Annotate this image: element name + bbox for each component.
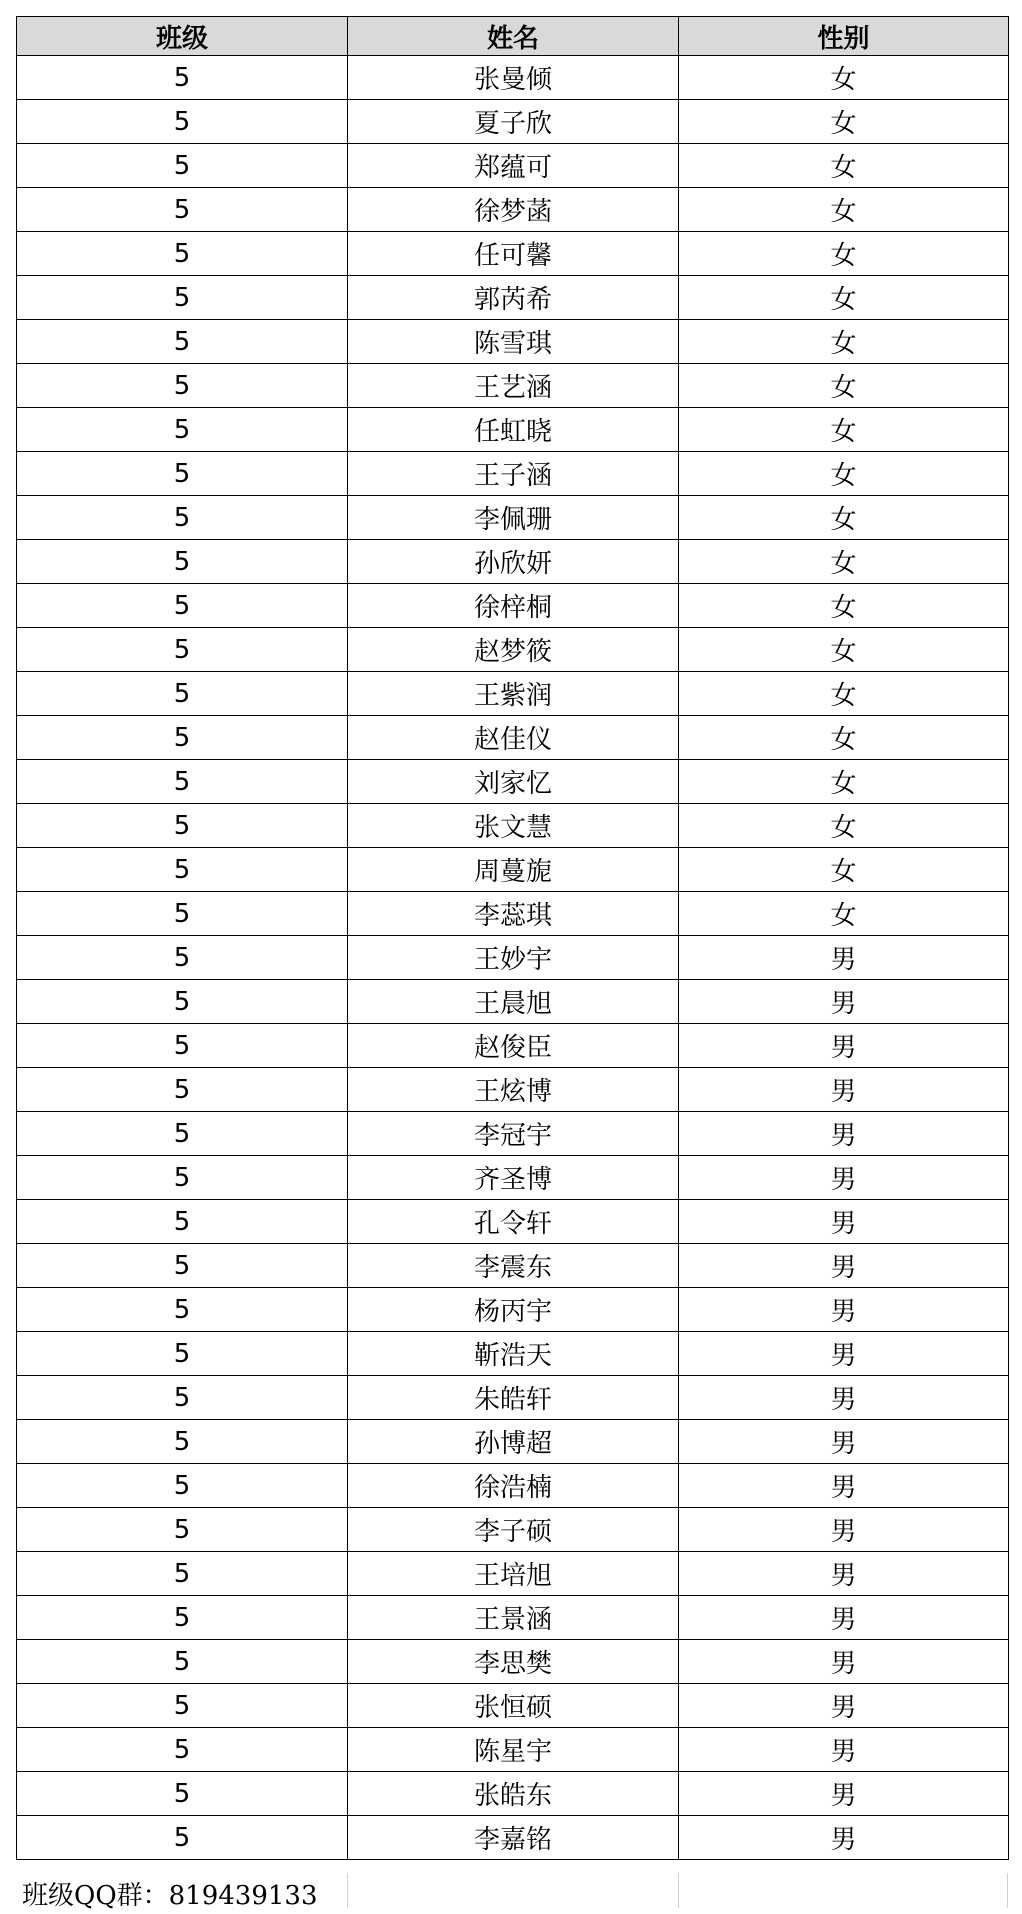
cell-gender: 女 [679, 628, 1009, 672]
table-row [17, 1068, 1009, 1112]
cell-class: 5 [17, 1156, 348, 1200]
table-row [17, 628, 1009, 672]
header-class: 班级 [17, 17, 348, 56]
header-row [17, 17, 1009, 56]
cell-class: 5 [17, 672, 348, 716]
cell-gender: 女 [679, 408, 1009, 452]
cell-gender: 男 [679, 1244, 1009, 1288]
cell-name: 赵佳仪 [348, 716, 679, 760]
table-row [17, 1464, 1009, 1508]
cell-name: 郭芮希 [348, 276, 679, 320]
cell-name: 孙博超 [348, 1420, 679, 1464]
cell-gender: 男 [679, 1596, 1009, 1640]
table-row [17, 188, 1009, 232]
cell-class: 5 [17, 628, 348, 672]
table-row [17, 232, 1009, 276]
roster-body [17, 56, 1009, 1860]
cell-class: 5 [17, 1596, 348, 1640]
cell-class: 5 [17, 276, 348, 320]
cell-class: 5 [17, 584, 348, 628]
cell-class: 5 [17, 1376, 348, 1420]
table-row [17, 892, 1009, 936]
cell-class: 5 [17, 1244, 348, 1288]
cell-gender: 女 [679, 276, 1009, 320]
cell-name: 赵梦筱 [348, 628, 679, 672]
table-row [17, 496, 1009, 540]
cell-name: 刘家忆 [348, 760, 679, 804]
table-row [17, 320, 1009, 364]
cell-class: 5 [17, 232, 348, 276]
cell-class: 5 [17, 1640, 348, 1684]
cell-name: 李冠宇 [348, 1112, 679, 1156]
table-row [17, 1244, 1009, 1288]
cell-gender: 女 [679, 364, 1009, 408]
cell-gender: 女 [679, 540, 1009, 584]
header-name: 姓名 [348, 17, 679, 56]
table-row [17, 1156, 1009, 1200]
cell-class: 5 [17, 1200, 348, 1244]
table-row [17, 452, 1009, 496]
cell-class: 5 [17, 452, 348, 496]
table-row [17, 1332, 1009, 1376]
cell-gender: 男 [679, 1684, 1009, 1728]
header-gender: 性别 [679, 17, 1009, 56]
cell-gender: 男 [679, 1156, 1009, 1200]
table-row [17, 1376, 1009, 1420]
cell-gender: 男 [679, 1420, 1009, 1464]
table-row [17, 1728, 1009, 1772]
table-row [17, 1112, 1009, 1156]
cell-class: 5 [17, 364, 348, 408]
cell-class: 5 [17, 1464, 348, 1508]
cell-gender: 女 [679, 56, 1009, 100]
cell-name: 徐梓桐 [348, 584, 679, 628]
cell-name: 孔令轩 [348, 1200, 679, 1244]
cell-class: 5 [17, 716, 348, 760]
table-row [17, 100, 1009, 144]
cell-name: 齐圣博 [348, 1156, 679, 1200]
cell-class: 5 [17, 188, 348, 232]
table-row [17, 1816, 1009, 1860]
cell-name: 王紫润 [348, 672, 679, 716]
table-row [17, 144, 1009, 188]
cell-class: 5 [17, 408, 348, 452]
cell-class: 5 [17, 1420, 348, 1464]
cell-class: 5 [17, 1508, 348, 1552]
cell-name: 任可馨 [348, 232, 679, 276]
cell-gender: 男 [679, 1332, 1009, 1376]
qq-group-note: 班级QQ群：819439133 [22, 1881, 318, 1911]
cell-gender: 男 [679, 1376, 1009, 1420]
cell-name: 李思樊 [348, 1640, 679, 1684]
cell-name: 李佩珊 [348, 496, 679, 540]
cell-name: 张皓东 [348, 1772, 679, 1816]
cell-gender: 女 [679, 892, 1009, 936]
cell-name: 靳浩天 [348, 1332, 679, 1376]
cell-class: 5 [17, 540, 348, 584]
table-row [17, 980, 1009, 1024]
cell-gender: 女 [679, 760, 1009, 804]
cell-class: 5 [17, 1112, 348, 1156]
table-row [17, 1024, 1009, 1068]
cell-gender: 男 [679, 936, 1009, 980]
cell-gender: 男 [679, 1068, 1009, 1112]
cell-class: 5 [17, 980, 348, 1024]
cell-name: 王晨旭 [348, 980, 679, 1024]
table-row [17, 1596, 1009, 1640]
cell-class: 5 [17, 848, 348, 892]
cell-gender: 女 [679, 848, 1009, 892]
cell-class: 5 [17, 1332, 348, 1376]
table-row [17, 56, 1009, 100]
cell-name: 陈雪琪 [348, 320, 679, 364]
cell-gender: 男 [679, 980, 1009, 1024]
cell-gender: 男 [679, 1288, 1009, 1332]
cell-name: 王景涵 [348, 1596, 679, 1640]
roster-table [16, 16, 1009, 1860]
table-row [17, 848, 1009, 892]
cell-name: 王炫博 [348, 1068, 679, 1112]
table-row [17, 1552, 1009, 1596]
table-row [17, 276, 1009, 320]
table-row [17, 760, 1009, 804]
cell-name: 王艺涵 [348, 364, 679, 408]
cell-name: 李子硕 [348, 1508, 679, 1552]
cell-gender: 女 [679, 320, 1009, 364]
table-row [17, 1420, 1009, 1464]
cell-gender: 女 [679, 144, 1009, 188]
cell-name: 陈星宇 [348, 1728, 679, 1772]
cell-name: 孙欣妍 [348, 540, 679, 584]
cell-name: 任虹晓 [348, 408, 679, 452]
cell-gender: 女 [679, 716, 1009, 760]
roster-sheet [16, 16, 1008, 1860]
cell-class: 5 [17, 1684, 348, 1728]
cell-gender: 男 [679, 1508, 1009, 1552]
cell-gender: 男 [679, 1816, 1009, 1860]
cell-gender: 女 [679, 188, 1009, 232]
cell-name: 朱皓轩 [348, 1376, 679, 1420]
cell-name: 张曼倾 [348, 56, 679, 100]
cell-gender: 男 [679, 1772, 1009, 1816]
table-row [17, 1684, 1009, 1728]
cell-name: 徐浩楠 [348, 1464, 679, 1508]
cell-class: 5 [17, 1772, 348, 1816]
table-row [17, 1772, 1009, 1816]
table-row [17, 1508, 1009, 1552]
table-row [17, 1640, 1009, 1684]
cell-name: 王妙宇 [348, 936, 679, 980]
cell-class: 5 [17, 1552, 348, 1596]
footer-row [16, 1873, 1008, 1911]
cell-gender: 男 [679, 1728, 1009, 1772]
cell-name: 徐梦菡 [348, 188, 679, 232]
footer-cell-empty [347, 1873, 678, 1908]
table-row [17, 1288, 1009, 1332]
cell-class: 5 [17, 804, 348, 848]
cell-gender: 男 [679, 1112, 1009, 1156]
cell-class: 5 [17, 1728, 348, 1772]
cell-class: 5 [17, 1816, 348, 1860]
cell-name: 杨丙宇 [348, 1288, 679, 1332]
cell-gender: 女 [679, 672, 1009, 716]
cell-name: 周蔓旎 [348, 848, 679, 892]
table-row [17, 1200, 1009, 1244]
table-row [17, 364, 1009, 408]
cell-class: 5 [17, 1068, 348, 1112]
footer-cell-empty [678, 1873, 1008, 1908]
cell-gender: 女 [679, 100, 1009, 144]
cell-class: 5 [17, 936, 348, 980]
cell-class: 5 [17, 320, 348, 364]
cell-gender: 女 [679, 804, 1009, 848]
cell-name: 李嘉铭 [348, 1816, 679, 1860]
cell-gender: 男 [679, 1640, 1009, 1684]
cell-gender: 男 [679, 1024, 1009, 1068]
cell-class: 5 [17, 144, 348, 188]
footer-cell-note [16, 1873, 347, 1911]
table-row [17, 584, 1009, 628]
cell-class: 5 [17, 56, 348, 100]
table-row [17, 936, 1009, 980]
cell-gender: 男 [679, 1200, 1009, 1244]
cell-class: 5 [17, 892, 348, 936]
cell-name: 郑蕴可 [348, 144, 679, 188]
cell-name: 赵俊臣 [348, 1024, 679, 1068]
cell-name: 王子涵 [348, 452, 679, 496]
cell-class: 5 [17, 496, 348, 540]
cell-gender: 男 [679, 1552, 1009, 1596]
cell-class: 5 [17, 760, 348, 804]
cell-class: 5 [17, 1288, 348, 1332]
table-row [17, 408, 1009, 452]
table-row [17, 804, 1009, 848]
table-row [17, 716, 1009, 760]
cell-name: 张恒硕 [348, 1684, 679, 1728]
cell-gender: 女 [679, 232, 1009, 276]
cell-name: 李蕊琪 [348, 892, 679, 936]
cell-class: 5 [17, 100, 348, 144]
cell-gender: 女 [679, 452, 1009, 496]
cell-name: 李震东 [348, 1244, 679, 1288]
cell-name: 张文慧 [348, 804, 679, 848]
cell-class: 5 [17, 1024, 348, 1068]
cell-name: 夏子欣 [348, 100, 679, 144]
cell-name: 王培旭 [348, 1552, 679, 1596]
table-row [17, 540, 1009, 584]
cell-gender: 男 [679, 1464, 1009, 1508]
cell-gender: 女 [679, 496, 1009, 540]
table-row [17, 672, 1009, 716]
cell-gender: 女 [679, 584, 1009, 628]
